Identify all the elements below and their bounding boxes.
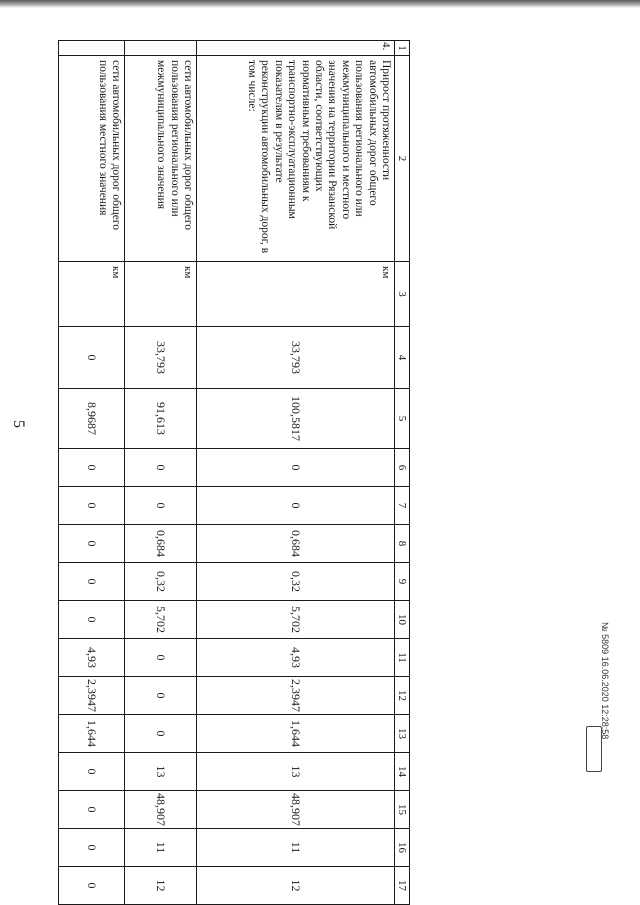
row-index: 4. <box>197 41 395 56</box>
value-cell: 33,793 <box>125 327 197 389</box>
value-cell: 0 <box>59 867 125 905</box>
row-description: сети автомобильных дорог общего пользования местного значения <box>59 56 125 262</box>
value-cell: 12 <box>197 867 395 905</box>
scan-edge <box>0 0 640 8</box>
emblem-icon <box>586 726 602 772</box>
value-cell: 0,32 <box>197 563 395 601</box>
header-cell: 10 <box>395 601 410 639</box>
header-cell: 5 <box>395 389 410 449</box>
value-cell: 0,684 <box>197 525 395 563</box>
value-cell: 0 <box>59 829 125 867</box>
header-cell: 1 <box>395 41 410 56</box>
value-cell: 0 <box>197 449 395 487</box>
value-cell: 2,3947 <box>197 677 395 715</box>
value-cell: 0 <box>59 791 125 829</box>
value-cell: 11 <box>197 829 395 867</box>
value-cell: 0 <box>59 525 125 563</box>
value-cell: 5,702 <box>125 601 197 639</box>
data-table-rotated <box>60 40 410 892</box>
value-cell: 0 <box>59 753 125 791</box>
value-cell: 48,907 <box>197 791 395 829</box>
table-row-local <box>59 41 125 905</box>
table-row-total <box>197 41 395 905</box>
value-cell: 4,93 <box>59 639 125 677</box>
indicator-table <box>58 40 410 905</box>
value-cell: 0 <box>59 449 125 487</box>
value-cell: 0 <box>125 449 197 487</box>
value-cell: 48,907 <box>125 791 197 829</box>
row-index <box>125 41 197 56</box>
header-cell: 2 <box>395 56 410 262</box>
value-cell: 0 <box>59 601 125 639</box>
value-cell: 0 <box>59 487 125 525</box>
header-cell: 4 <box>395 327 410 389</box>
value-cell: 12 <box>125 867 197 905</box>
value-cell: 0 <box>125 715 197 753</box>
header-cell: 13 <box>395 715 410 753</box>
value-cell: 100,5817 <box>197 389 395 449</box>
header-cell: 14 <box>395 753 410 791</box>
value-cell: 0,32 <box>125 563 197 601</box>
header-cell: 15 <box>395 791 410 829</box>
value-cell: 1,644 <box>59 715 125 753</box>
row-description: Прирост протяженности автомобильных дорог общего пользования регионального или межмуниципального и местного значения на территории Рязанской области, соответствующих нормативным требованиям к транспортно-эксплуатационным показателям в результате реконструкции автомобильных дорог, в том числе: <box>197 56 395 262</box>
header-cell: 7 <box>395 487 410 525</box>
value-cell: 91,613 <box>125 389 197 449</box>
value-cell: 0 <box>125 639 197 677</box>
value-cell: 13 <box>125 753 197 791</box>
header-cell: 12 <box>395 677 410 715</box>
value-cell: 0,684 <box>125 525 197 563</box>
header-cell: 3 <box>395 262 410 327</box>
header-cell: 17 <box>395 867 410 905</box>
value-cell: 0 <box>197 487 395 525</box>
table-header-row <box>395 41 410 905</box>
row-unit: км <box>59 262 125 327</box>
value-cell: 0 <box>59 563 125 601</box>
value-cell: 0 <box>59 327 125 389</box>
value-cell: 2,3947 <box>59 677 125 715</box>
value-cell: 0 <box>125 487 197 525</box>
row-unit: км <box>197 262 395 327</box>
value-cell: 11 <box>125 829 197 867</box>
registration-stamp: № 5809 16.06.2020 12:28:58 <box>600 622 610 740</box>
header-cell: 16 <box>395 829 410 867</box>
value-cell: 8,9687 <box>59 389 125 449</box>
page-number: 5 <box>10 420 27 428</box>
value-cell: 5,702 <box>197 601 395 639</box>
header-cell: 9 <box>395 563 410 601</box>
value-cell: 0 <box>125 677 197 715</box>
row-index <box>59 41 125 56</box>
row-description: сети автомобильных дорог общего пользования регионального или межмуниципального значения <box>125 56 197 262</box>
value-cell: 13 <box>197 753 395 791</box>
header-cell: 6 <box>395 449 410 487</box>
table-row-regional <box>125 41 197 905</box>
header-cell: 11 <box>395 639 410 677</box>
value-cell: 33,793 <box>197 327 395 389</box>
value-cell: 4,93 <box>197 639 395 677</box>
row-unit: км <box>125 262 197 327</box>
header-cell: 8 <box>395 525 410 563</box>
value-cell: 1,644 <box>197 715 395 753</box>
